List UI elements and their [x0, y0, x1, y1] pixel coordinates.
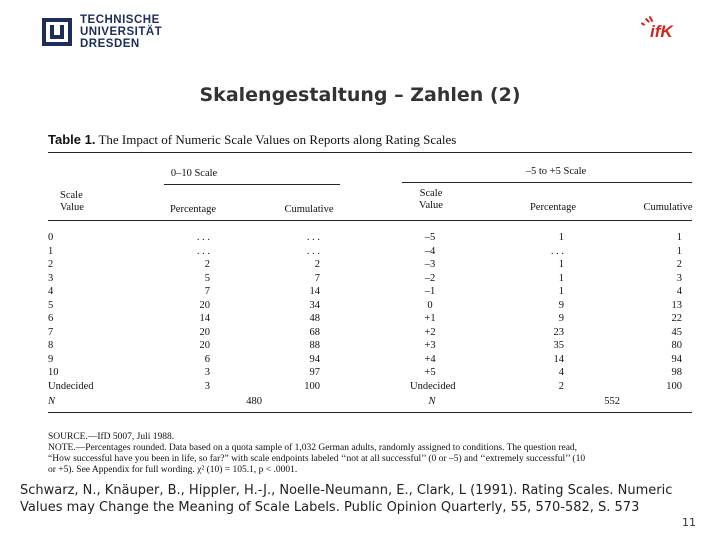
n-value-right: 552 — [604, 396, 620, 407]
right-group-rule — [402, 182, 692, 183]
left-cumulative-cell: 100 — [304, 380, 320, 392]
table-source-line: SOURCE.—IfD 5007, Juli 1988. — [48, 432, 175, 442]
n-value-left: 480 — [246, 396, 262, 407]
header-bottom-rule — [48, 220, 692, 221]
left-scale-value-cell: 3 — [48, 272, 54, 284]
left-percentage-cell: 5 — [204, 272, 210, 284]
left-scale-value-cell: 1 — [48, 245, 54, 257]
right-scale-value-cell: –2 — [424, 272, 436, 284]
right-group-header: –5 to +5 Scale — [525, 166, 587, 177]
left-scale-value-cell: 4 — [48, 286, 54, 297]
left-percentage-cell: 3 — [204, 367, 210, 378]
left-percentage-header: Percentage — [169, 204, 217, 215]
right-scale-value-cell: –1 — [424, 286, 436, 297]
right-cumulative-cell: 80 — [671, 340, 682, 351]
left-percentage-cell: . . . — [196, 232, 210, 243]
right-percentage-cell: 4 — [558, 367, 564, 378]
left-cumulative-cell: . . . — [306, 232, 320, 243]
table-title-number: Table 1. — [48, 132, 96, 147]
right-scale-value-cell: –4 — [424, 245, 436, 257]
right-cumulative-cell: 22 — [671, 313, 682, 324]
right-scale-value-cell: +1 — [424, 313, 436, 324]
page-number: 11 — [682, 516, 696, 529]
table-top-rule — [48, 152, 692, 153]
tu-dresden-logo — [40, 14, 162, 50]
right-cumulative-cell: 94 — [671, 353, 682, 365]
left-cumulative-cell: 68 — [309, 326, 320, 338]
table-title-text: The Impact of Numeric Scale Values on Reports along Rating Scales — [98, 132, 457, 147]
n-label-left: N — [48, 396, 56, 407]
left-percentage-cell: 6 — [204, 353, 210, 365]
left-percentage-cell: . . . — [196, 245, 210, 257]
right-cumulative-cell: 4 — [676, 286, 682, 297]
left-cumulative-header: Cumulative — [284, 204, 334, 215]
right-cumulative-cell: 100 — [666, 380, 682, 392]
table-note — [48, 432, 698, 476]
left-group-rule — [164, 184, 340, 185]
university-line-3: DRESDEN — [80, 38, 140, 50]
university-line-2: UNIVERSITÄT — [80, 26, 163, 38]
left-scale-value-cell: 6 — [48, 313, 54, 324]
table-note-line-3: or +5). See Appendix for full wording. χ² (10) = 105.1, p < .0001. — [48, 465, 298, 475]
right-scale-value-cell: Undecided — [410, 380, 456, 392]
table-note-line-1: NOTE.—Percentages rounded. Data based on a quota sample of 1,032 German adults, randomly assigned to conditions. The question read, — [48, 443, 578, 453]
left-percentage-cell: 20 — [199, 340, 210, 351]
left-cumulative-cell: 94 — [309, 353, 320, 365]
left-cumulative-cell: 88 — [309, 340, 320, 351]
left-group-header: 0–10 Scale — [170, 168, 218, 179]
right-percentage-cell: 9 — [558, 299, 564, 311]
slide-title: Skalengestaltung – Zahlen (2) — [199, 84, 521, 106]
left-scale-value-cell: 2 — [48, 259, 54, 270]
ifk-logo-text: ifK — [650, 22, 673, 41]
right-scale-value-cell: +4 — [424, 353, 436, 365]
left-cumulative-cell: . . . — [306, 245, 320, 257]
n-label-right: N — [428, 396, 436, 407]
left-cumulative-cell: 2 — [314, 259, 320, 270]
right-scale-value-cell: 0 — [427, 299, 433, 311]
right-percentage-header: Percentage — [529, 202, 577, 213]
right-scale-value-cell: –5 — [424, 232, 436, 243]
right-percentage-cell: 23 — [553, 326, 564, 338]
left-percentage-cell: 2 — [204, 259, 210, 270]
right-percentage-cell: 1 — [558, 286, 564, 297]
right-percentage-cell: 1 — [558, 272, 564, 284]
left-cumulative-cell: 48 — [309, 313, 320, 324]
left-percentage-cell: 20 — [199, 299, 210, 311]
right-percentage-cell: 2 — [558, 380, 564, 392]
right-percentage-cell: . . . — [550, 245, 564, 257]
right-cumulative-cell: 2 — [676, 259, 682, 270]
right-cumulative-cell: 13 — [671, 299, 682, 311]
left-percentage-cell: 14 — [199, 313, 210, 324]
left-cumulative-cell: 14 — [309, 286, 320, 297]
left-scale-value-cell: 10 — [48, 367, 59, 378]
left-scale-value-cell: 9 — [48, 353, 54, 365]
citation: Schwarz, N., Knäuper, B., Hippler, H.-J., Noelle-Neumann, E., Clark, L (1991). Rating Scales. Numeric Values may Change the Meaning of Scale Labels. Public Opinion Quarterly, 55, 570-582, S. 573 — [20, 483, 673, 515]
right-percentage-cell: 1 — [558, 259, 564, 270]
left-percentage-cell: 3 — [204, 380, 210, 392]
left-scale-value-header: Scale Value — [60, 190, 84, 213]
right-scale-value-cell: +3 — [424, 340, 436, 351]
left-scale-value-cell: Undecided — [48, 380, 94, 392]
right-cumulative-cell: 3 — [676, 272, 682, 284]
right-percentage-cell: 9 — [558, 313, 564, 324]
left-scale-value-cell: 8 — [48, 340, 54, 351]
right-scale-value-cell: +2 — [424, 326, 436, 338]
tu-dresden-wordmark — [80, 14, 162, 50]
right-percentage-cell: 14 — [553, 353, 564, 365]
right-cumulative-header: Cumulative — [643, 202, 693, 213]
right-scale-value-header: Scale Value — [419, 188, 443, 211]
left-percentage-cell: 20 — [199, 326, 210, 338]
left-scale-value-cell: 5 — [48, 299, 54, 311]
left-scale-value-cell: 7 — [48, 326, 54, 338]
right-cumulative-cell: 98 — [671, 367, 682, 378]
left-cumulative-cell: 34 — [309, 299, 320, 311]
right-percentage-cell: 1 — [558, 232, 564, 243]
right-cumulative-cell: 1 — [676, 245, 682, 257]
right-scale-value-cell: +5 — [424, 367, 436, 378]
right-cumulative-cell: 45 — [671, 326, 682, 338]
table-bottom-rule — [48, 412, 692, 413]
right-percentage-cell: 35 — [553, 340, 564, 351]
right-cumulative-cell: 1 — [676, 232, 682, 243]
left-cumulative-cell: 97 — [309, 367, 320, 378]
table-title — [48, 132, 456, 148]
left-cumulative-cell: 7 — [314, 272, 320, 284]
table-note-line-2: “How successful have you been in life, so far?” with scale endpoints labeled ‘‘not at all successful’’ (0 or –5) and ‘‘extremely successful’’ (10 — [48, 454, 586, 464]
left-percentage-cell: 7 — [204, 286, 210, 297]
left-scale-value-cell: 0 — [48, 232, 54, 243]
scanned-table — [44, 128, 696, 478]
tu-dresden-emblem-icon — [40, 15, 74, 49]
university-line-1: TECHNISCHE — [80, 14, 160, 26]
right-scale-value-cell: –3 — [424, 259, 436, 270]
